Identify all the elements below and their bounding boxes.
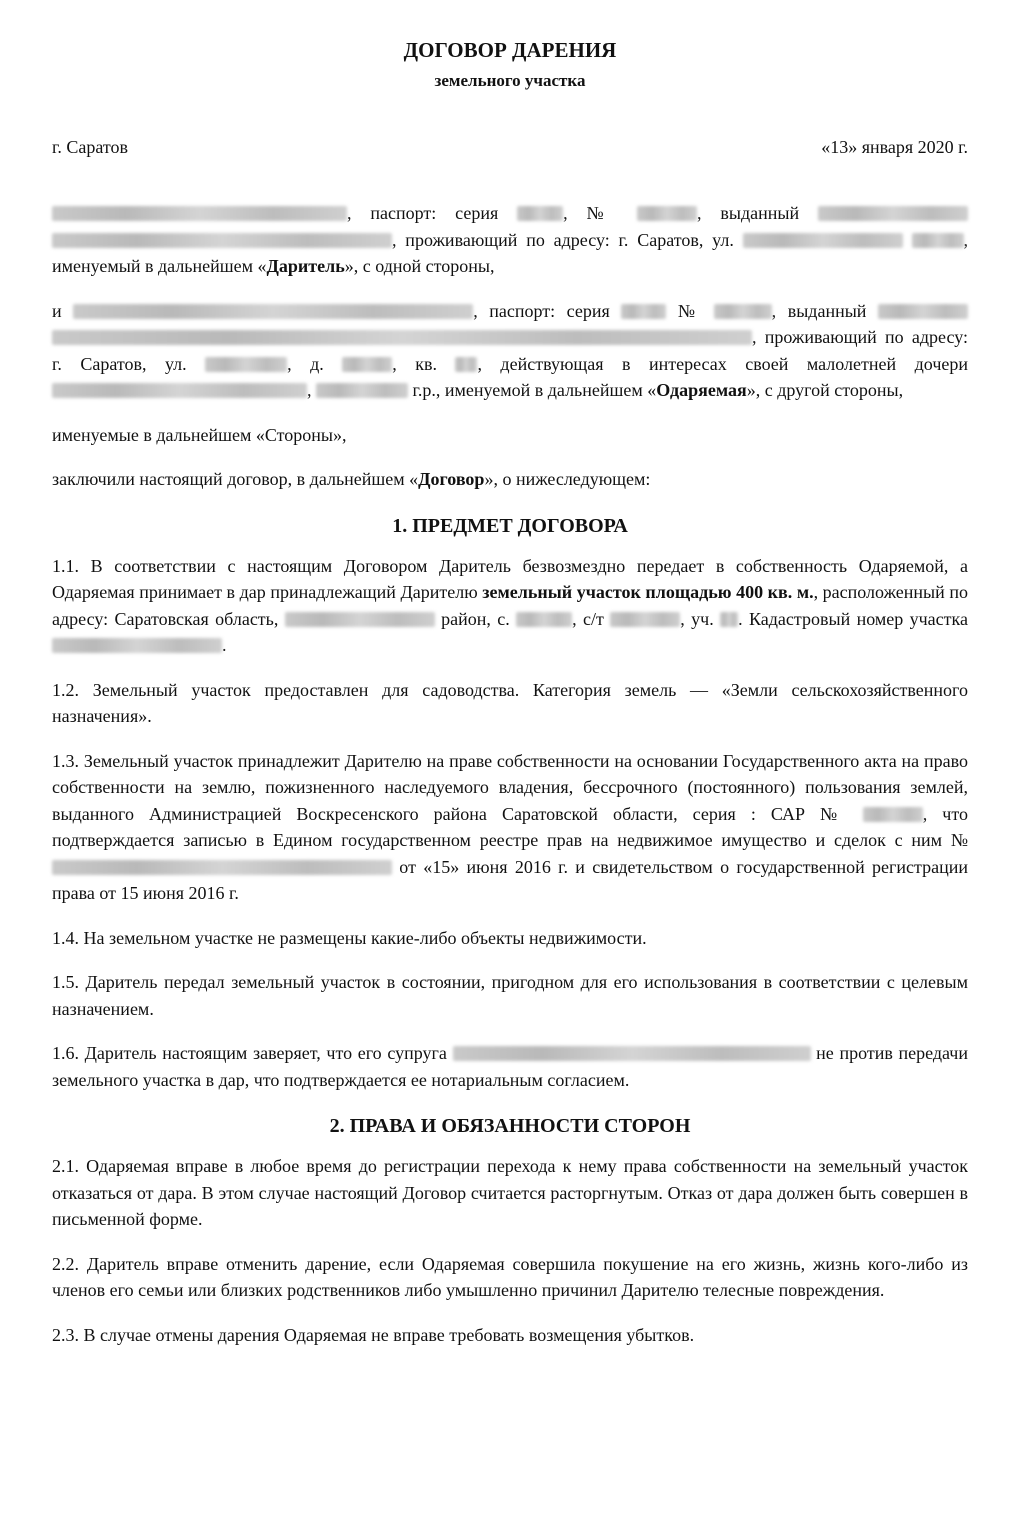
contract-date: «13» января 2020 г. xyxy=(821,137,968,157)
city: г. Саратов xyxy=(52,137,128,157)
redacted-name xyxy=(52,206,347,221)
redacted-plot-number xyxy=(720,612,738,627)
redacted-passport-number xyxy=(637,206,697,221)
redacted-district xyxy=(285,612,435,627)
text: , паспорт: серия xyxy=(347,203,518,223)
redacted-street xyxy=(205,357,287,372)
redacted-issuer xyxy=(818,206,968,221)
text: , расположенный по адресу: Саратовская область, xyxy=(52,582,968,629)
clause-2-3: 2.3. В случае отмены дарения Одаряемая не вправе требовать возмещения убытков. xyxy=(52,1324,695,1345)
redacted-village xyxy=(516,612,572,627)
text: , проживающий по адресу: г. Саратов, ул. xyxy=(392,229,743,250)
text: не против передачи земельного участка в дар, что подтверждается ее нотариальным согласием. xyxy=(52,1043,968,1090)
donor-term: Даритель xyxy=(266,256,345,276)
clause-1-1 xyxy=(52,553,968,659)
redacted-address xyxy=(912,233,964,248)
clause-2-2: 2.2. Даритель вправе отменить дарение, если Одаряемая совершила покушение на его жизнь, жизнь кого-либо из членов его семьи или близких родственников либо умышленно причинил Дарителю телесные повреждения. xyxy=(52,1253,968,1300)
redacted-issuer xyxy=(52,233,392,248)
redacted-house xyxy=(342,357,392,372)
text: », о нижеследующем: xyxy=(484,469,651,489)
text: , уч. xyxy=(680,608,721,629)
text: заключили настоящий договор, в дальнейшем « xyxy=(52,469,419,489)
text: 1.1. В соответствии с настоящим Договором Даритель безвозмездно передает в собственность Одаряемой, а Одаряемая принимает в дар принадлежащий Дарителю xyxy=(52,555,968,602)
text: от «15» июня 2016 г. и свидетельством о государственной регистрации права от 15 июня 2016 г. xyxy=(52,856,968,903)
redacted-passport-number xyxy=(714,304,772,319)
text: , проживающий по адресу: г. Саратов, ул. xyxy=(52,327,968,374)
redacted-birthdate xyxy=(316,383,408,398)
text: , xyxy=(307,380,316,400)
redacted-passport-series xyxy=(621,304,666,319)
text: , выданный xyxy=(771,300,878,321)
redacted-issuer xyxy=(52,330,752,345)
text: , д. xyxy=(287,353,343,374)
text: , что подтверждается записью в Едином государственном реестре прав на недвижимое имущество и сделок с ним № xyxy=(52,803,968,850)
party-recipient-paragraph xyxy=(52,298,968,404)
text: , выданный xyxy=(697,203,819,223)
text: . xyxy=(222,635,227,655)
text: и xyxy=(52,300,74,321)
text: », с одной стороны, xyxy=(344,256,495,276)
redacted-name xyxy=(73,304,473,319)
recipient-term: Одаряемая xyxy=(656,380,747,400)
text: , паспорт: серия xyxy=(473,300,622,321)
land-plot-term: земельный участок площадью 400 кв. м. xyxy=(482,582,814,602)
intro-paragraph xyxy=(52,466,968,493)
contract-term: Договор xyxy=(418,469,485,489)
redacted-issuer xyxy=(878,304,968,319)
text: район, с. xyxy=(434,608,517,629)
redacted-act-number xyxy=(863,807,923,822)
redacted-partnership xyxy=(610,612,680,627)
redacted-cadastral-number xyxy=(52,638,222,653)
clause-1-3 xyxy=(52,748,968,907)
text: , действующая в интересах своей малолетней дочери xyxy=(477,353,968,374)
text: », с другой стороны, xyxy=(746,380,904,400)
section-2-heading: 2. ПРАВА И ОБЯЗАННОСТИ СТОРОН xyxy=(329,1115,691,1137)
redacted-address xyxy=(743,233,903,248)
text: 1.6. Даритель настоящим заверяет, что его супруга xyxy=(52,1043,453,1063)
text: г.р., именуемой в дальнейшем « xyxy=(408,380,657,400)
document-subtitle: земельного участка xyxy=(434,71,586,90)
redacted-registry-number xyxy=(52,860,392,875)
redacted-child-name xyxy=(52,383,307,398)
redacted-spouse-name xyxy=(453,1046,811,1061)
clause-1-5: 1.5. Даритель передал земельный участок в состоянии, пригодном для его использования в соответствии с целевым назначением. xyxy=(52,972,968,1019)
redacted-flat xyxy=(455,357,477,372)
text: . Кадастровый номер участка xyxy=(738,608,968,629)
clause-1-2: 1.2. Земельный участок предоставлен для садоводства. Категория земель — «Земли сельскохозяйственного назначения». xyxy=(52,679,968,726)
clause-1-6 xyxy=(52,1040,968,1093)
party-donor-paragraph xyxy=(52,200,968,280)
text: , именуемый в дальнейшем « xyxy=(52,229,968,276)
redacted-passport-series xyxy=(517,206,563,221)
document-title: ДОГОВОР ДАРЕНИЯ xyxy=(403,38,617,62)
text: , кв. xyxy=(392,353,456,374)
text: , № xyxy=(563,203,637,223)
clause-1-4: 1.4. На земельном участке не размещены какие-либо объекты недвижимости. xyxy=(52,927,647,948)
parties-term-paragraph: именуемые в дальнейшем «Стороны», xyxy=(52,424,347,445)
text: 1.3. Земельный участок принадлежит Дарителю на праве собственности на основании Государственного акта на право собственности на землю, пожизненного наследуемого владения, бессрочного (постоянного) пользования землей, выданного Администрацией Воскресенского района Саратовской области, серия : САР № xyxy=(52,750,968,824)
text: № xyxy=(666,300,714,321)
text: , с/т xyxy=(572,608,611,629)
place-date-row xyxy=(52,134,968,160)
section-1-heading: 1. ПРЕДМЕТ ДОГОВОРА xyxy=(392,514,628,537)
clause-2-1: 2.1. Одаряемая вправе в любое время до регистрации перехода к нему права собственности на земельный участок отказаться от дара. В этом случае настоящий Договор считается расторгнутым. Отказ от дара должен быть совершен в письменной форме. xyxy=(52,1156,968,1229)
